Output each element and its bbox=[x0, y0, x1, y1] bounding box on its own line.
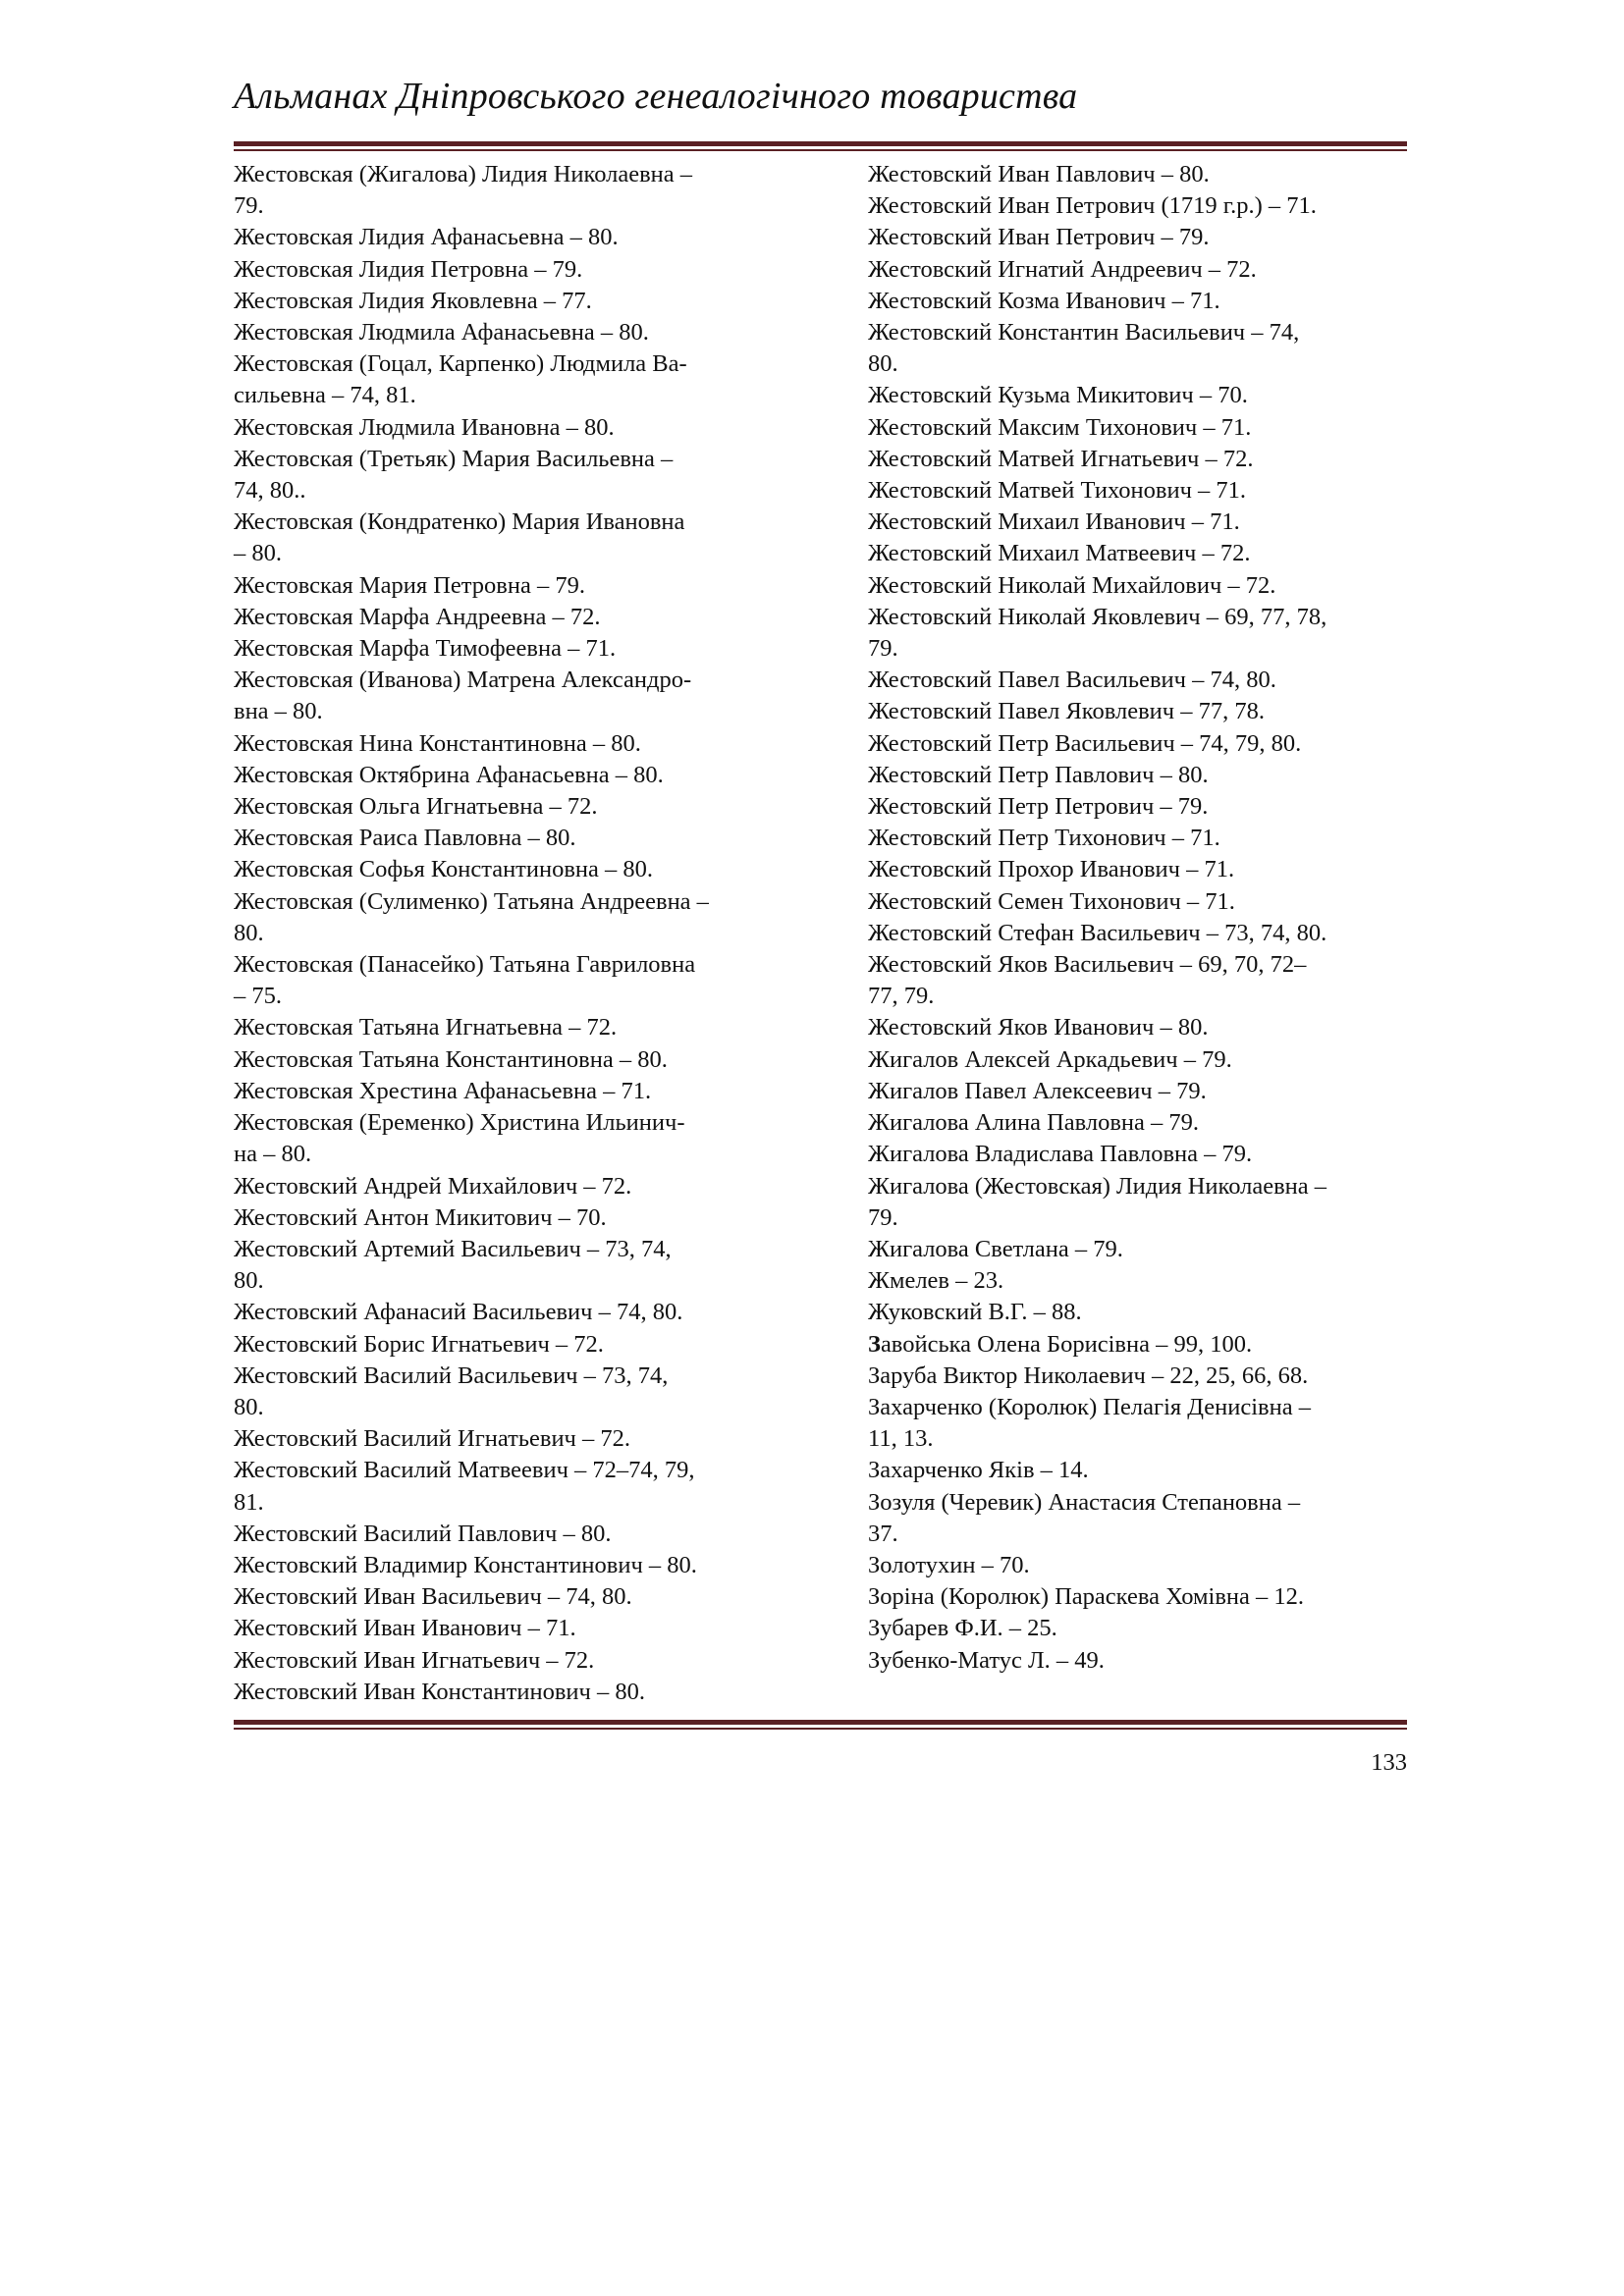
index-line: Жестовская (Панасейко) Татьяна Гавриловна bbox=[234, 951, 696, 979]
index-column-right bbox=[868, 159, 1418, 1677]
index-line: – 75. bbox=[234, 983, 282, 1010]
index-line-rest: авойська Олена Борисівна – 99, 100. bbox=[880, 1330, 1253, 1358]
index-line: сильевна – 74, 81. bbox=[234, 382, 416, 409]
index-line: Жестовская Людмила Афанасьевна – 80. bbox=[234, 319, 649, 347]
index-line: на – 80. bbox=[234, 1141, 312, 1168]
index-line: Жестовская Лидия Петровна – 79. bbox=[234, 255, 583, 283]
index-line: Зубарев Ф.И. – 25. bbox=[868, 1615, 1057, 1642]
index-line: Жуковский В.Г. – 88. bbox=[868, 1299, 1082, 1326]
index-line: Жигалова (Жестовская) Лидия Николаевна – bbox=[868, 1172, 1327, 1200]
index-line: Жестовский Иван Павлович – 80. bbox=[868, 161, 1210, 187]
header-double-rule bbox=[234, 141, 1407, 151]
index-line: Зубенко-Матус Л. – 49. bbox=[868, 1646, 1105, 1674]
footer-rule-thin bbox=[234, 1728, 1407, 1730]
index-line: Жестовская (Гоцал, Карпенко) Людмила Ва- bbox=[234, 350, 687, 378]
index-line: Зозуля (Черевик) Анастасия Степановна – bbox=[868, 1488, 1301, 1516]
index-line: Жигалов Алексей Аркадьевич – 79. bbox=[868, 1045, 1232, 1073]
index-line: Жигалова Владислава Павловна – 79. bbox=[868, 1141, 1253, 1168]
index-line: Заруба Виктор Николаевич – 22, 25, 66, 68. bbox=[868, 1362, 1309, 1389]
index-line: 80. bbox=[234, 919, 264, 946]
index-column-left bbox=[234, 159, 784, 1708]
index-line: 37. bbox=[868, 1520, 898, 1547]
index-line: Захарченко (Королюк) Пелагія Денисівна – bbox=[868, 1393, 1311, 1420]
index-line: Жестовский Петр Петрович – 79. bbox=[868, 793, 1209, 821]
index-line: Жестовский Антон Микитович – 70. bbox=[234, 1203, 607, 1231]
index-line: Захарченко Яків – 14. bbox=[868, 1457, 1089, 1484]
index-line: Жестовская Ольга Игнатьевна – 72. bbox=[234, 793, 598, 821]
section-initial-letter: З bbox=[868, 1330, 881, 1358]
index-line: Жестовский Игнатий Андреевич – 72. bbox=[868, 255, 1257, 283]
index-line: Жестовский Матвей Игнатьевич – 72. bbox=[868, 445, 1254, 472]
index-line: Жестовский Яков Васильевич – 69, 70, 72– bbox=[868, 951, 1307, 979]
index-line: Жестовский Афанасий Васильевич – 74, 80. bbox=[234, 1299, 683, 1326]
index-line: Жестовский Яков Иванович – 80. bbox=[868, 1014, 1209, 1041]
index-line: 77, 79. bbox=[868, 983, 935, 1010]
index-line: 74, 80.. bbox=[234, 477, 306, 505]
index-line: Жестовский Петр Тихонович – 71. bbox=[868, 825, 1220, 852]
footer-double-rule bbox=[234, 1720, 1407, 1730]
index-line: Жестовская (Жигалова) Лидия Николаевна – bbox=[234, 161, 693, 187]
index-line: Жестовская (Сулименко) Татьяна Андреевна – bbox=[234, 887, 709, 915]
index-line: Жестовский Семен Тихонович – 71. bbox=[868, 887, 1235, 915]
index-line: Жестовский Стефан Васильевич – 73, 74, 80. bbox=[868, 919, 1327, 946]
index-line: 81. bbox=[234, 1488, 264, 1516]
index-line: Жестовский Петр Павлович – 80. bbox=[868, 761, 1209, 788]
index-line: Жестовский Николай Яковлевич – 69, 77, 78, bbox=[868, 603, 1327, 630]
index-line: Жестовский Павел Яковлевич – 77, 78. bbox=[868, 698, 1265, 725]
index-line: 11, 13. bbox=[868, 1425, 934, 1453]
index-line: Жестовская Нина Константиновна – 80. bbox=[234, 729, 641, 757]
index-line: Жестовская Татьяна Константиновна – 80. bbox=[234, 1045, 668, 1073]
index-line: Жестовская Мария Петровна – 79. bbox=[234, 571, 585, 599]
index-line: Жестовский Василий Павлович – 80. bbox=[234, 1520, 612, 1547]
index-line: Жестовская Раиса Павловна – 80. bbox=[234, 825, 576, 852]
footer-rule-thick bbox=[234, 1720, 1407, 1725]
index-line: Золотухин – 70. bbox=[868, 1551, 1030, 1578]
index-line: вна – 80. bbox=[234, 698, 323, 725]
page-number: 133 bbox=[1371, 1749, 1407, 1776]
index-line: Жестовский Максим Тихонович – 71. bbox=[868, 413, 1252, 441]
index-line: Жестовский Артемий Васильевич – 73, 74, bbox=[234, 1235, 672, 1262]
index-line: Жестовская Марфа Тимофеевна – 71. bbox=[234, 635, 617, 663]
index-line: Жестовская Людмила Ивановна – 80. bbox=[234, 413, 615, 441]
index-line: Жестовская (Кондратенко) Мария Ивановна bbox=[234, 508, 685, 536]
header-rule-thick bbox=[234, 141, 1407, 146]
running-header-title: Альманах Дніпровського генеалогічного товариства bbox=[234, 76, 1078, 117]
index-line: Жестовская Софья Константиновна – 80. bbox=[234, 856, 654, 883]
index-line: Жестовский Матвей Тихонович – 71. bbox=[868, 477, 1247, 505]
index-line: Жестовский Константин Васильевич – 74, bbox=[868, 319, 1300, 347]
index-line: 79. bbox=[868, 1203, 898, 1231]
index-line: Жестовский Василий Васильевич – 73, 74, bbox=[234, 1362, 669, 1389]
index-line: – 80. bbox=[234, 540, 282, 567]
index-line: Жестовский Михаил Матвеевич – 72. bbox=[868, 540, 1251, 567]
index-line: Жестовская (Еременко) Христина Ильинич- bbox=[234, 1109, 685, 1137]
index-line: Жестовский Иван Иванович – 71. bbox=[234, 1615, 576, 1642]
index-line: Жестовский Петр Васильевич – 74, 79, 80. bbox=[868, 729, 1302, 757]
index-line: 79. bbox=[234, 192, 264, 220]
index-line: Жестовский Иван Константинович – 80. bbox=[234, 1678, 645, 1705]
index-line: Жестовская Марфа Андреевна – 72. bbox=[234, 603, 601, 630]
index-line: Жестовский Прохор Иванович – 71. bbox=[868, 856, 1235, 883]
index-line: Жестовская Хрестина Афанасьевна – 71. bbox=[234, 1077, 652, 1104]
index-line: Жигалов Павел Алексеевич – 79. bbox=[868, 1077, 1207, 1104]
index-line: Жестовский Николай Михайлович – 72. bbox=[868, 571, 1276, 599]
index-line: 80. bbox=[234, 1267, 264, 1295]
index-line: Жестовская Лидия Яковлевна – 77. bbox=[234, 287, 592, 314]
index-line: Жестовский Михаил Иванович – 71. bbox=[868, 508, 1240, 536]
index-line: Жестовский Кузьма Микитович – 70. bbox=[868, 382, 1248, 409]
index-line: Жестовский Василий Матвеевич – 72–74, 79, bbox=[234, 1457, 695, 1484]
index-line: Жестовский Василий Игнатьевич – 72. bbox=[234, 1425, 630, 1453]
index-line: Жмелев – 23. bbox=[868, 1267, 1004, 1295]
index-line: Жестовский Владимир Константинович – 80. bbox=[234, 1551, 697, 1578]
index-line: Жестовский Павел Васильевич – 74, 80. bbox=[868, 667, 1276, 694]
index-line: Жестовский Андрей Михайлович – 72. bbox=[234, 1172, 632, 1200]
index-line bbox=[868, 1329, 1418, 1361]
index-line: 80. bbox=[234, 1393, 264, 1420]
index-line: Жестовский Иван Васильевич – 74, 80. bbox=[234, 1583, 632, 1611]
index-line: Жестовский Борис Игнатьевич – 72. bbox=[234, 1330, 604, 1358]
index-line: 80. bbox=[868, 350, 898, 378]
index-line: Жигалова Светлана – 79. bbox=[868, 1235, 1123, 1262]
index-line: Жестовская Татьяна Игнатьевна – 72. bbox=[234, 1014, 618, 1041]
header-rule-thin bbox=[234, 149, 1407, 151]
index-line: Жестовская Октябрина Афанасьевна – 80. bbox=[234, 761, 664, 788]
index-line: Зоріна (Королюк) Параскева Хомівна – 12. bbox=[868, 1583, 1305, 1611]
index-line: Жестовская (Третьяк) Мария Васильевна – bbox=[234, 445, 674, 472]
index-line: Жестовский Козма Иванович – 71. bbox=[868, 287, 1220, 314]
index-line: Жестовская Лидия Афанасьевна – 80. bbox=[234, 224, 619, 251]
index-line: Жигалова Алина Павловна – 79. bbox=[868, 1109, 1200, 1137]
index-line: Жестовский Иван Игнатьевич – 72. bbox=[234, 1646, 595, 1674]
index-line: 79. bbox=[868, 635, 898, 663]
index-line: Жестовская (Иванова) Матрена Александро- bbox=[234, 667, 692, 694]
index-line: Жестовский Иван Петрович – 79. bbox=[868, 224, 1210, 251]
index-line: Жестовский Иван Петрович (1719 г.р.) – 71. bbox=[868, 192, 1317, 220]
